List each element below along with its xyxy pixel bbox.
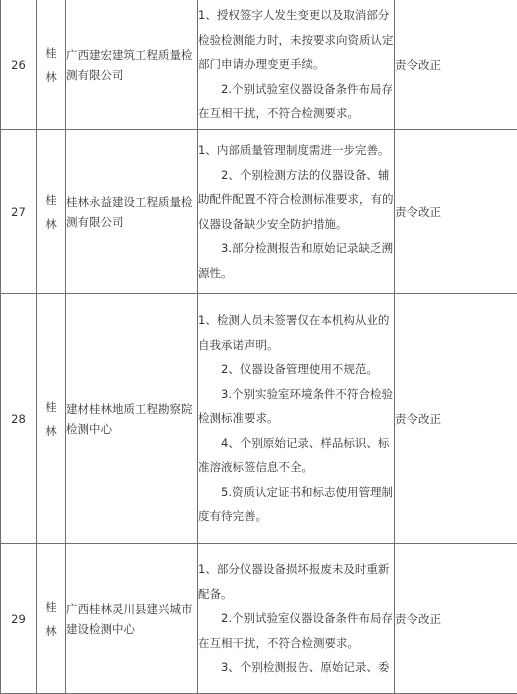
city-char: 桂 <box>37 395 65 419</box>
issues-cell <box>198 0 395 130</box>
city-char: 林 <box>37 419 65 443</box>
issue-item: 2、仪器设备管理使用不规范。 <box>198 357 394 382</box>
table-row <box>1 0 517 130</box>
row-number: 28 <box>1 294 37 544</box>
row-number: 26 <box>1 0 37 130</box>
issue-item: 1、检测人员未签署仅在本机构从业的自我承诺声明。 <box>198 308 394 357</box>
city-char: 林 <box>37 212 65 236</box>
row-number: 29 <box>1 544 37 694</box>
city-cell <box>37 130 66 294</box>
issues-cell <box>198 130 395 294</box>
city-char: 林 <box>37 65 65 89</box>
issue-item: 4、个别原始记录、样品标识、标准溶液标签信息不全。 <box>198 431 394 480</box>
action-cell: 责令改正 <box>395 294 517 544</box>
issue-item: 5.资质认定证书和标志使用管理制度有待完善。 <box>198 480 394 529</box>
city-char: 桂 <box>37 188 65 212</box>
issue-item: 2.个别试验室仪器设备条件布局存在互相干扰，不符合检测要求。 <box>198 606 394 655</box>
city-char: 桂 <box>37 595 65 619</box>
table-row <box>1 544 517 694</box>
city-cell <box>37 0 66 130</box>
issue-item: 3.部分检测报告和原始记录缺乏溯源性。 <box>198 236 394 285</box>
table-row <box>1 294 517 544</box>
organization-name: 广西建宏建筑工程质量检测有限公司 <box>66 0 198 130</box>
issue-item: 3、个别检测报告、原始记录、委 <box>198 655 394 680</box>
table-row <box>1 130 517 294</box>
issues-cell <box>198 544 395 694</box>
city-char: 林 <box>37 619 65 643</box>
issue-item: 2.个别试验室仪器设备条件布局存在互相干扰，不符合检测要求。 <box>198 77 394 126</box>
row-number: 27 <box>1 130 37 294</box>
issue-item: 1、授权签字人发生变更以及取消部分检验检测能力时，未按要求向资质认定部门申请办理变更手续。 <box>198 3 394 77</box>
action-cell: 责令改正 <box>395 0 517 130</box>
organization-name: 桂林永益建设工程质量检测有限公司 <box>66 130 198 294</box>
organization-name: 广西桂林灵川县建兴城市建设检测中心 <box>66 544 198 694</box>
issue-item: 1、内部质量管理制度需进一步完善。 <box>198 138 394 163</box>
issue-item: 3.个别实验室环境条件不符合检验检测标准要求。 <box>198 382 394 431</box>
city-cell <box>37 544 66 694</box>
issues-cell <box>198 294 395 544</box>
issue-item: 2、个别检测方法的仪器设备、辅助配件配置不符合检测标准要求，有的仪器设备缺少安全防护措施。 <box>198 163 394 237</box>
city-char: 桂 <box>37 41 65 65</box>
table-body <box>1 0 517 694</box>
action-cell: 责令改正 <box>395 544 517 694</box>
organization-name: 建材桂林地质工程勘察院检测中心 <box>66 294 198 544</box>
city-cell <box>37 294 66 544</box>
action-cell: 责令改正 <box>395 130 517 294</box>
issue-item: 1、部分仪器设备损坏报废未及时重新配备。 <box>198 557 394 606</box>
